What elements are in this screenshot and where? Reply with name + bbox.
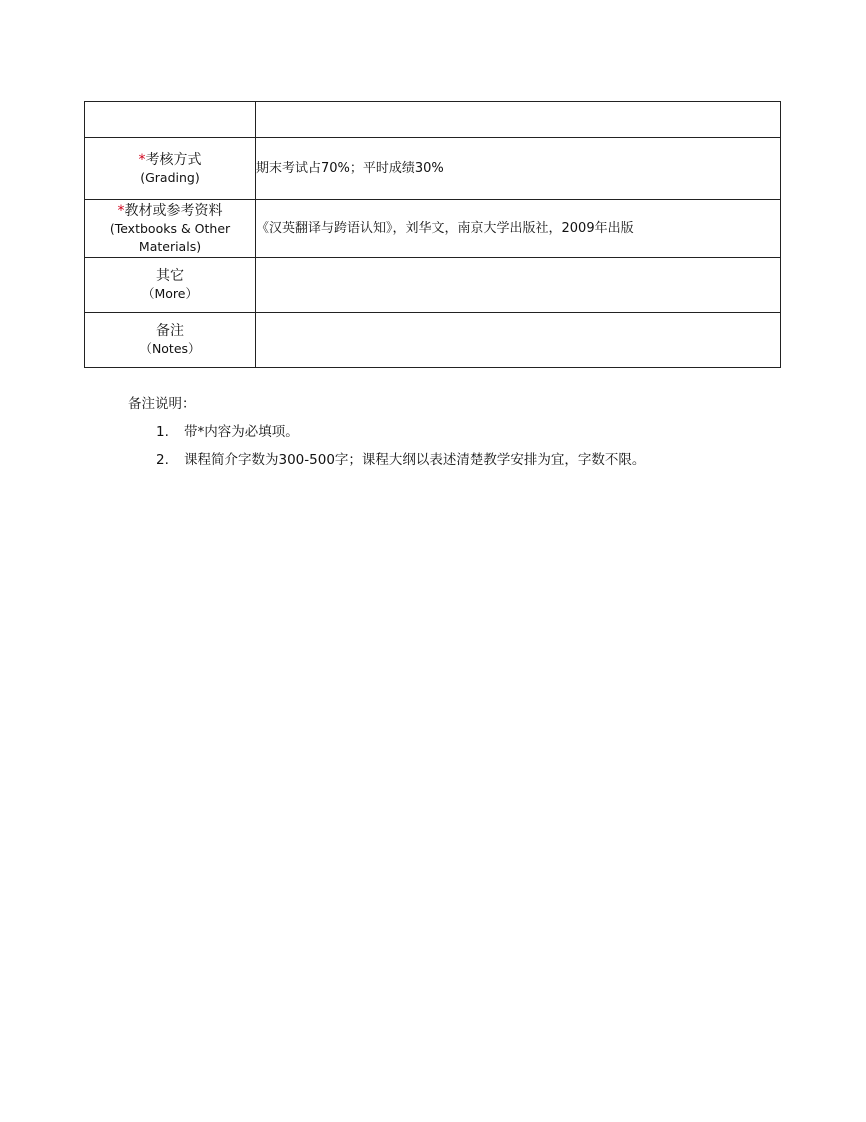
course-info-table (84, 101, 781, 368)
materials-label-cell (85, 200, 256, 258)
notes-section (128, 395, 778, 479)
materials-label-cn (85, 202, 255, 220)
grading-label-cn (85, 151, 255, 169)
table-row-more (85, 258, 781, 313)
required-mark: * (138, 151, 146, 168)
notes-label-cn: 备注 (156, 323, 184, 339)
more-label-en: （More） (142, 286, 198, 301)
grading-label-en: (Grading) (140, 169, 200, 185)
list-item-number: 2. (156, 452, 169, 468)
empty-value-cell (256, 102, 781, 138)
notes-title: 备注说明： (128, 396, 196, 412)
more-label-cn: 其它 (156, 268, 184, 284)
materials-label-en-line1: (Textbooks & Other (109, 220, 231, 236)
table-row-materials (85, 200, 781, 258)
empty-label-cell (85, 102, 256, 138)
list-item-text: 课程简介字数为300-500字；课程大纲以表述清楚教学安排为宜，字数不限。 (184, 452, 646, 468)
list-item-number: 1. (156, 424, 169, 440)
notes-list (128, 423, 778, 469)
materials-value: 《汉英翻译与跨语认知》，刘华文，南京大学出版社，2009年出版 (256, 200, 781, 258)
more-value (256, 258, 781, 313)
table-row-grading (85, 138, 781, 200)
required-mark: * (117, 202, 125, 219)
grading-label-cn-text: 考核方式 (145, 151, 202, 168)
notes-label-en: （Notes） (139, 341, 201, 356)
list-item (128, 423, 778, 441)
table-row-notes (85, 313, 781, 368)
notes-label-cell (85, 313, 256, 368)
notes-value (256, 313, 781, 368)
table-row (85, 102, 781, 138)
list-item-text: 带*内容为必填项。 (184, 424, 299, 440)
grading-value: 期末考试占70%；平时成绩30% (256, 138, 781, 200)
materials-label-en-line2: Materials) (138, 238, 202, 254)
grading-label-cell (85, 138, 256, 200)
list-item (128, 451, 778, 469)
more-label-cell (85, 258, 256, 313)
materials-label-cn-text: 教材或参考资料 (124, 202, 223, 219)
